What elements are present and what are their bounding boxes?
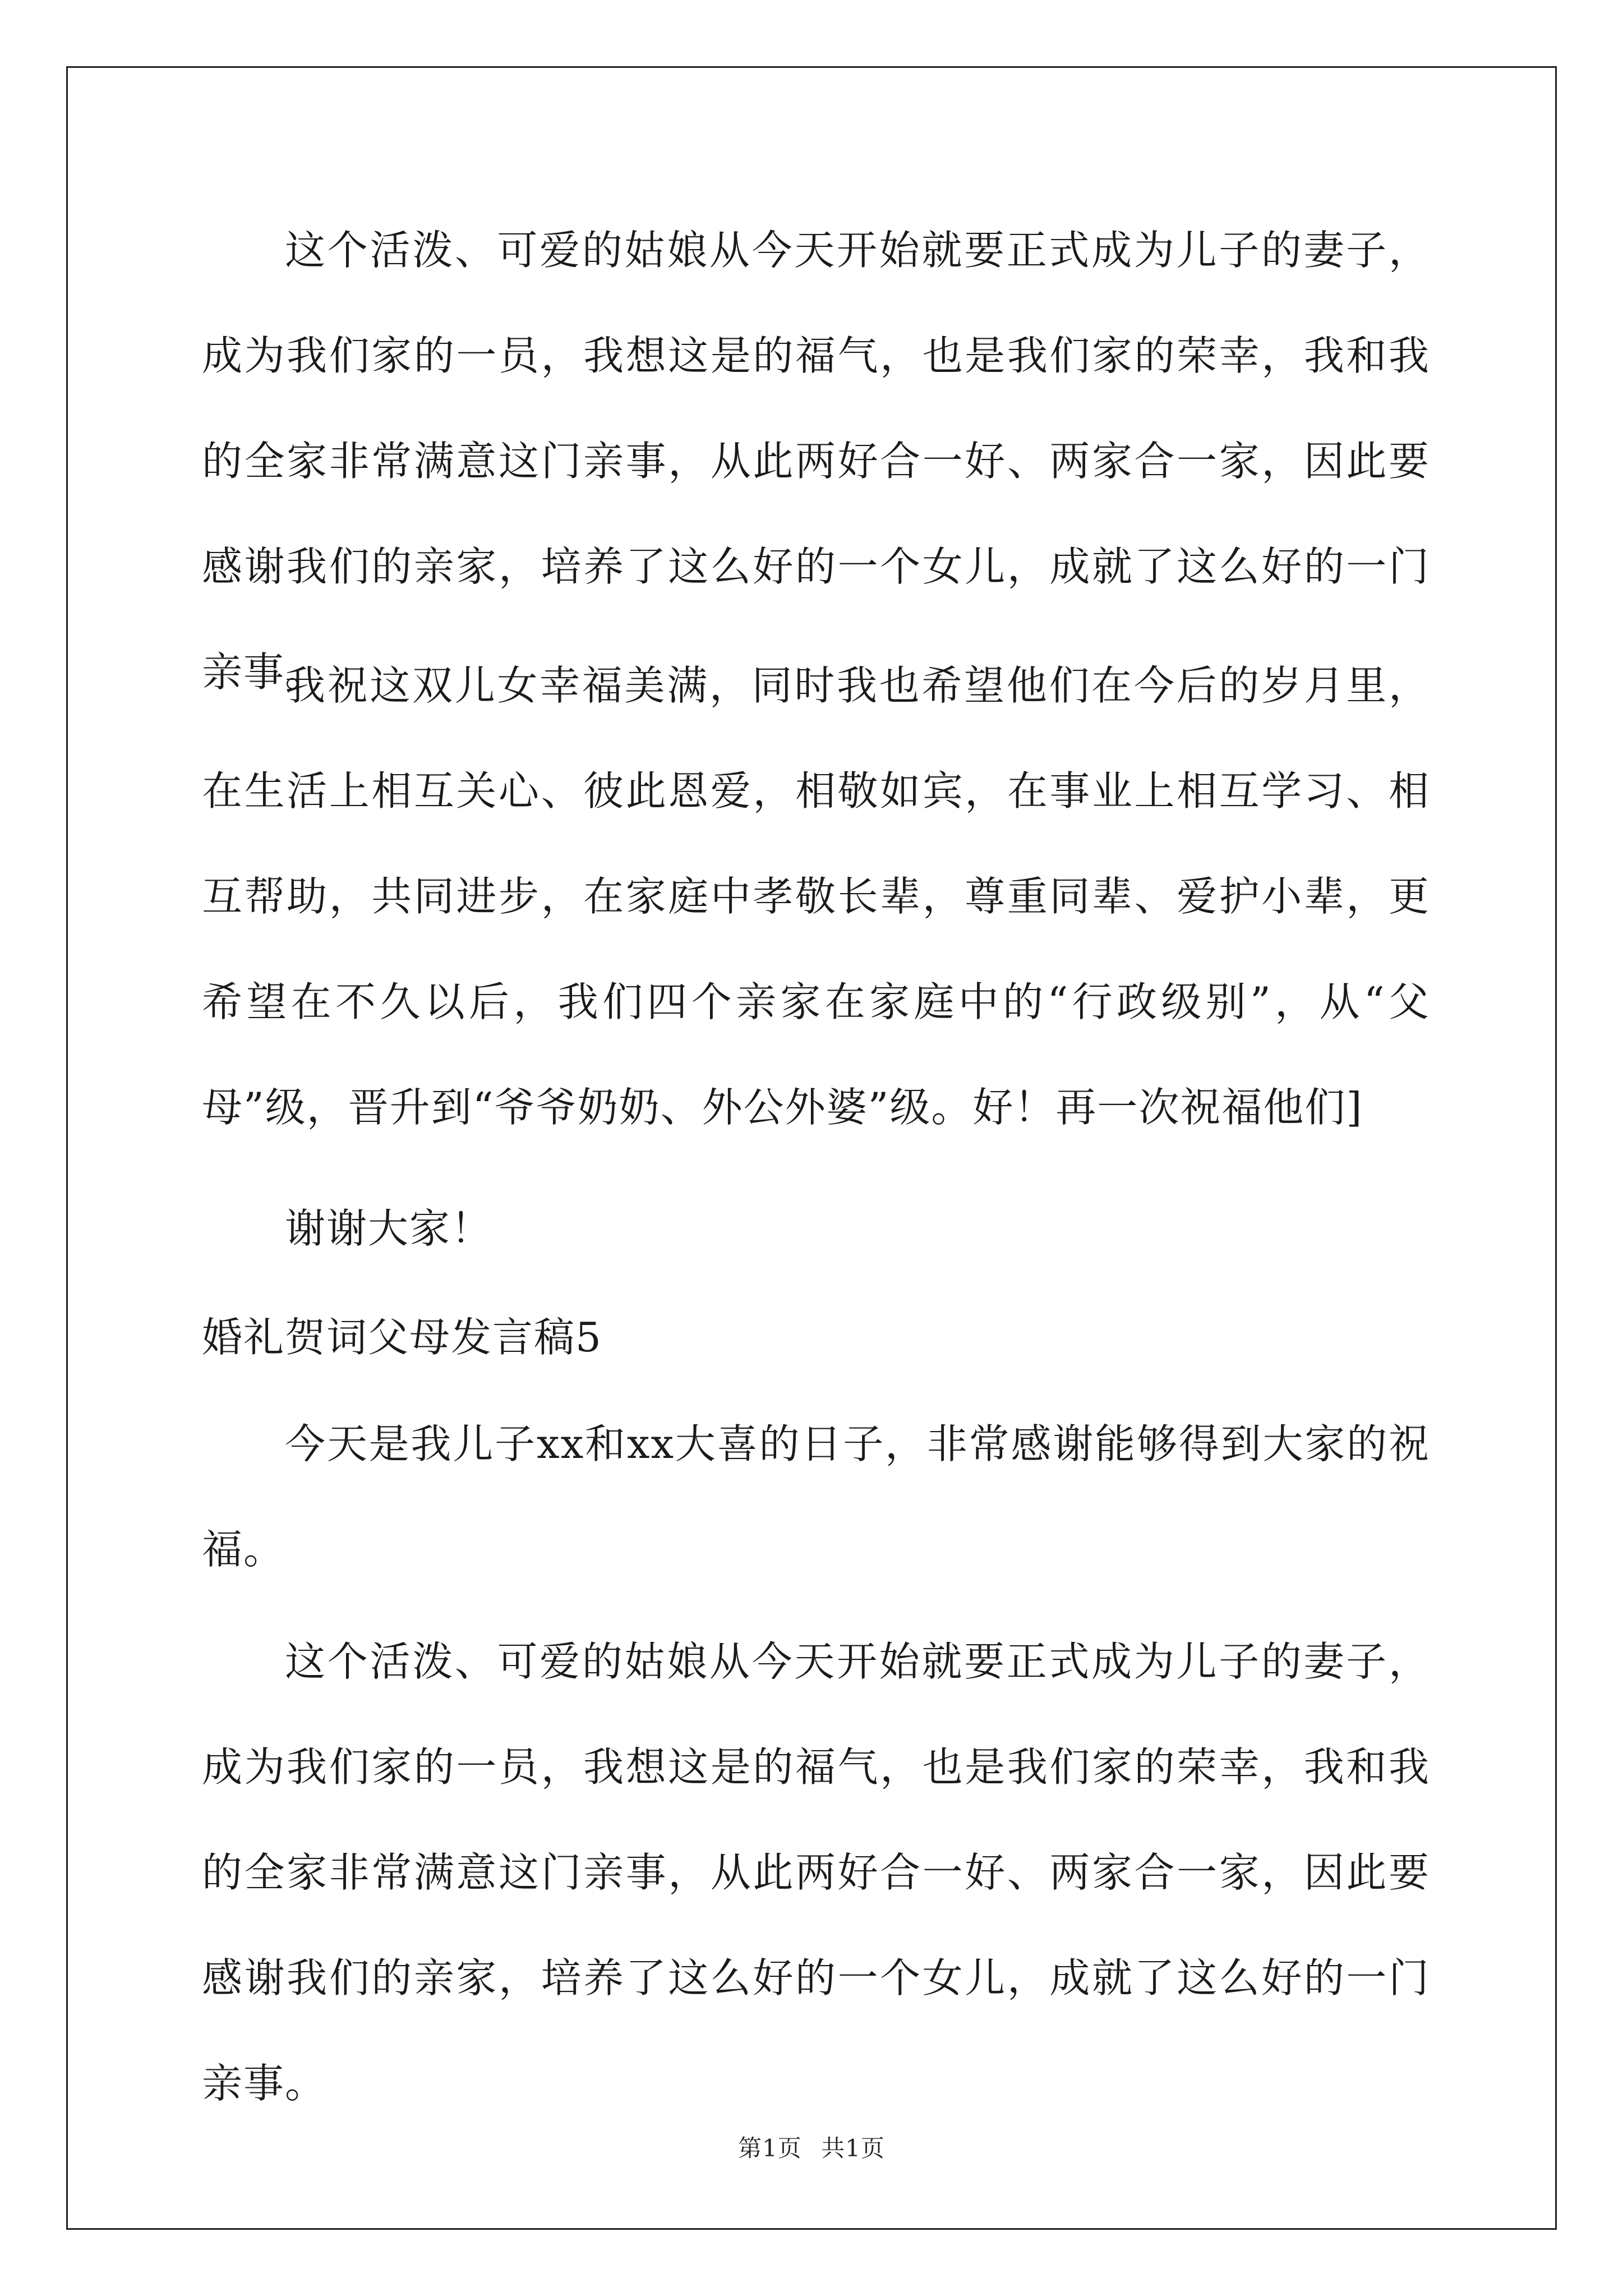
page-number-total: 共1页	[821, 2134, 885, 2162]
section-paragraph-2: 这个活泼、可爱的姑娘从今天开始就要正式成为儿子的妻子，成为我们家的一员，我想这是的福气，也是我们家的荣幸，我和我的全家非常满意这门亲事，从此两好合一好、两家合一家，因此要感谢我们的亲家，培养了这么好的一个女儿，成就了这么好的一门亲事。	[202, 1638, 1430, 2107]
page-footer	[0, 2132, 1623, 2165]
section-paragraph-1: 今天是我儿子xx和xx大喜的日子，非常感谢能够得到大家的祝福。	[202, 1420, 1430, 1573]
section-title: 婚礼贺词父母发言稿5	[202, 1314, 602, 1361]
paragraph-3: 谢谢大家！	[285, 1205, 493, 1252]
paragraph-1: 这个活泼、可爱的姑娘从今天开始就要正式成为儿子的妻子，成为我们家的一员，我想这是的福气，也是我们家的荣幸，我和我的全家非常满意这门亲事，从此两好合一好、两家合一家，因此要感谢我们的亲家，培养了这么好的一个女儿，成就了这么好的一门亲事。	[202, 227, 1430, 696]
paragraph-2: 我祝这双儿女幸福美满，同时我也希望他们在今后的岁月里，在生活上相互关心、彼此恩爱，相敬如宾，在事业上相互学习、相互帮助，共同进步，在家庭中孝敬长辈，尊重同辈、爱护小辈，更希望在不久以后，我们四个亲家在家庭中的“行政级别”，从“父母”级，晋升到“爷爷奶奶、外公外婆”级。好！再一次祝福他们]	[202, 662, 1430, 1131]
page-number-current: 第1页	[738, 2134, 802, 2162]
